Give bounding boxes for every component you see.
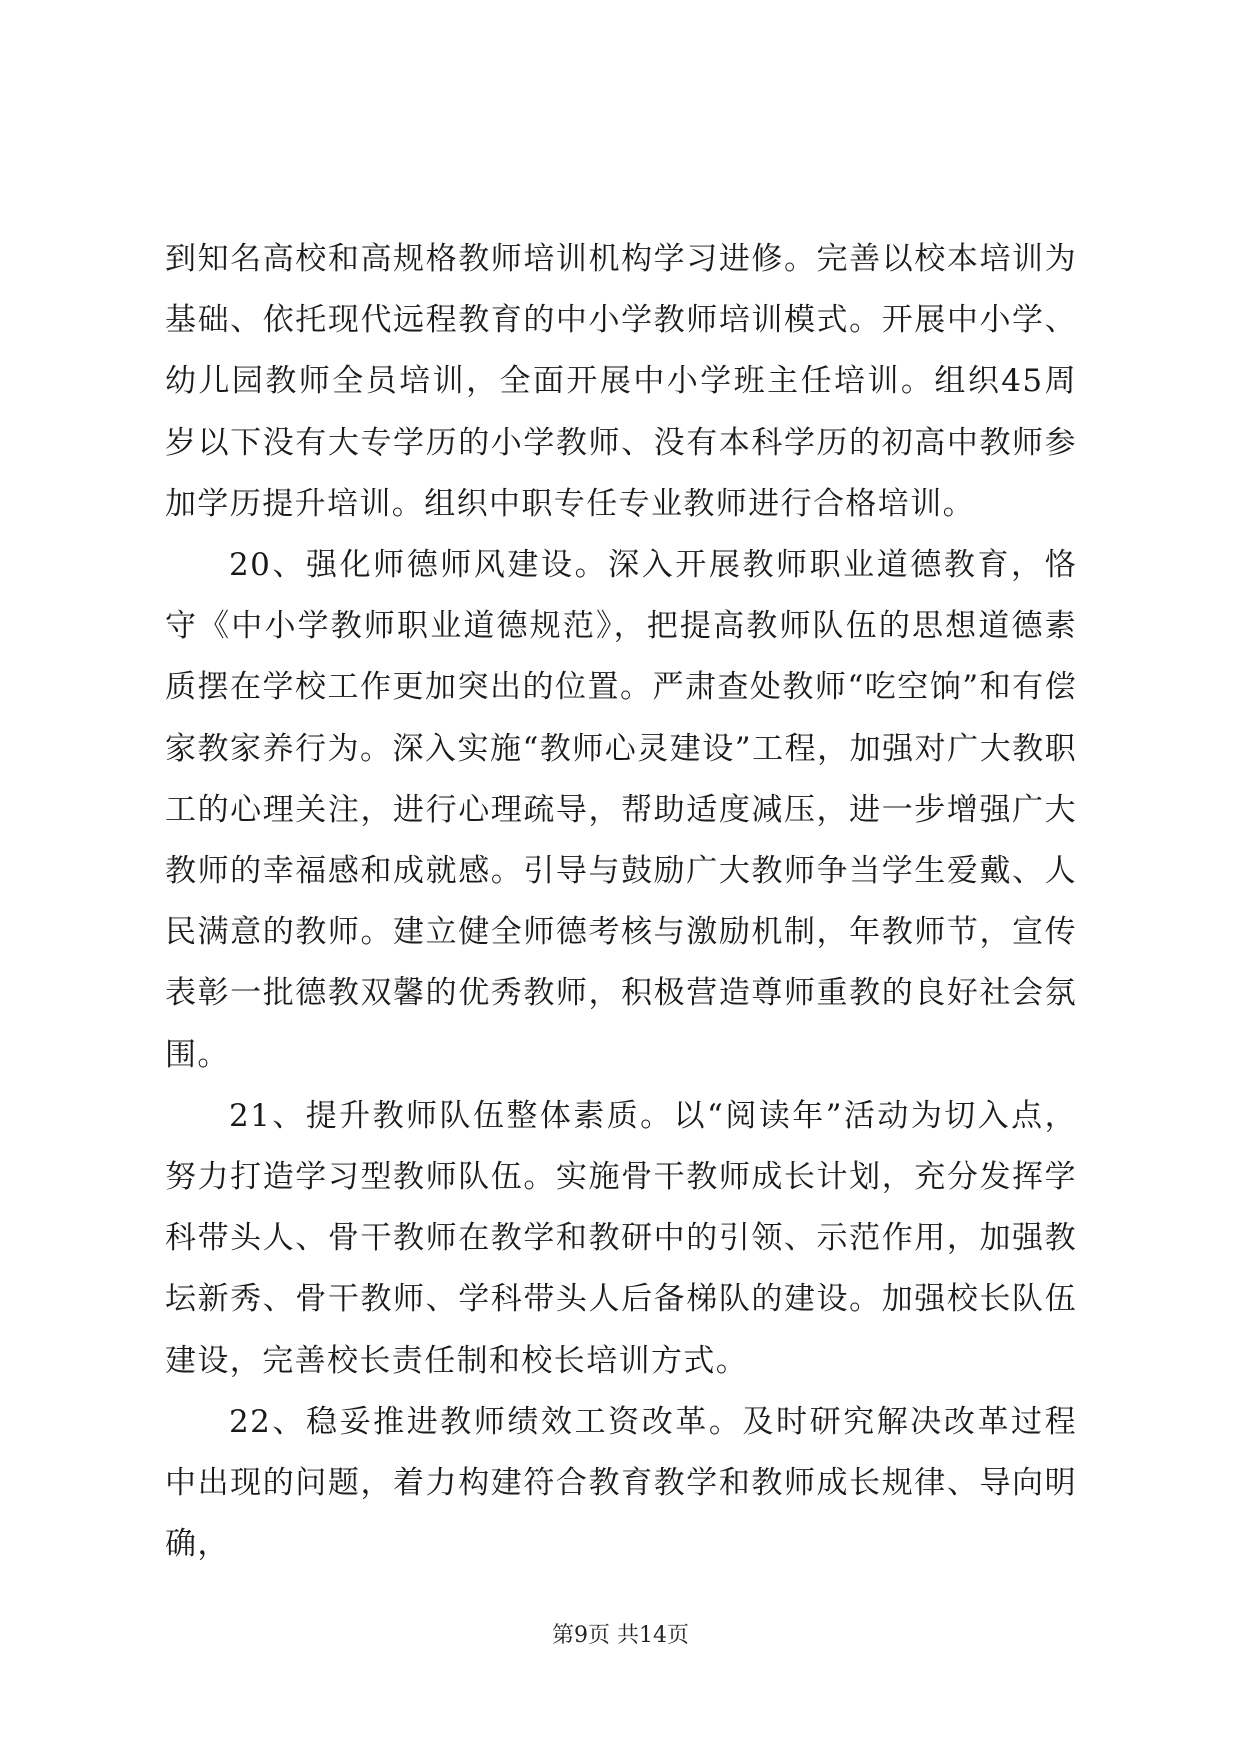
paragraph-21: 21、提升教师队伍整体素质。以“阅读年”活动为切入点，努力打造学习型教师队伍。实施骨干教师成长计划，充分发挥学科带头人、骨干教师在教学和教研中的引领、示范作用，加强教坛新秀、骨干教师、学科带头人后备梯队的建设。加强校长队伍建设，完善校长责任制和校长培训方式。 — [165, 1097, 1077, 1379]
paragraph-20: 20、强化师德师风建设。深入开展教师职业道德教育，恪守《中小学教师职业道德规范》，把提高教师队伍的思想道德素质摆在学校工作更加突出的位置。严肃查处教师“吃空饷”和有偿家教家养行为。深入实施“教师心灵建设”工程，加强对广大教职工的心理关注，进行心理疏导，帮助适度减压，进一步增强广大教师的幸福感和成就感。引导与鼓励广大教师争当学生爱戴、人民满意的教师。建立健全师德考核与激励机制，年教师节，宣传表彰一批德教双馨的优秀教师，积极营造尊师重教的良好社会氛围。 — [165, 547, 1077, 1073]
paragraph-22: 22、稳妥推进教师绩效工资改革。及时研究解决改革过程中出现的问题，着力构建符合教育教学和教师成长规律、导向明确， — [165, 1403, 1077, 1563]
page-footer: 第9页 共14页 — [552, 1623, 689, 1648]
paragraph-continued: 到知名高校和高规格教师培训机构学习进修。完善以校本培训为基础、依托现代远程教育的中小学教师培训模式。开展中小学、幼儿园教师全员培训，全面开展中小学班主任培训。组织45周岁以下没有大专学历的小学教师、没有本科学历的初高中教师参加学历提升培训。组织中职专任专业教师进行合格培训。 — [165, 241, 1077, 522]
document-body — [165, 229, 1077, 1575]
